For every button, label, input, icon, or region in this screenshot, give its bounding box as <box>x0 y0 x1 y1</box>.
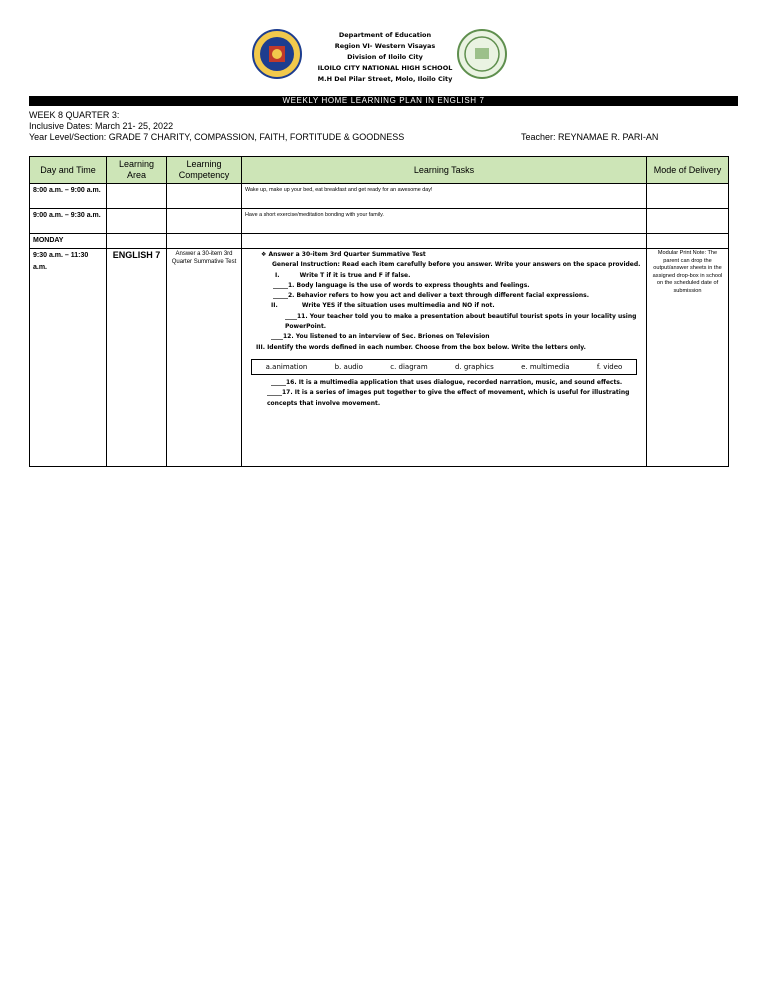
dates-label: Inclusive Dates: March 21- 25, 2022 <box>29 121 174 131</box>
teacher-label: Teacher: REYNAMAE R. PARI-AN <box>521 132 659 142</box>
part-number: II. <box>271 302 278 310</box>
test-item: _____16. It is a multimedia application that uses dialogue, recorded narration, music, and sound effects. <box>271 378 623 386</box>
test-item: _____1. Body language is the use of words to express thoughts and feelings. <box>273 281 530 289</box>
header-line: ILOILO CITY NATIONAL HIGH SCHOOL <box>317 64 453 72</box>
header-line: Department of Education <box>338 31 432 39</box>
part-number: I. <box>275 271 280 279</box>
header-line: Region VI- Western Visayas <box>334 42 436 50</box>
time-cell: 8:00 a.m. – 9:00 a.m. <box>30 184 107 209</box>
header-learning-area: Learning Area <box>107 157 167 184</box>
time-cell: 9:30 a.m. – 11:30 a.m. <box>30 249 107 467</box>
level-label: Year Level/Section: GRADE 7 CHARITY, COMPASSION, FAITH, FORTITUDE & GOODNESS <box>29 132 405 142</box>
choice: d. graphics <box>454 362 494 371</box>
choice: b. audio <box>334 362 363 371</box>
task-title: Answer a 30-item 3rd Quarter Summative Test <box>268 251 426 258</box>
time-cell: 9:00 a.m. – 9:30 a.m. <box>30 209 107 234</box>
learning-plan-table <box>29 156 729 467</box>
bullet-icon: ❖ <box>261 251 267 258</box>
task-cell: Have a short exercise/meditation bonding with your family. <box>242 209 647 234</box>
table-row <box>30 234 729 249</box>
mode-delivery-cell: Modular Print Note: The parent can drop the output/answer sheets in the assigned drop-box in school on the scheduled date of submission <box>647 249 729 467</box>
header-learning-tasks: Learning Tasks <box>242 157 647 184</box>
test-item: _____2. Behavior refers to how you act and deliver a text through different facial expressions. <box>273 292 590 300</box>
test-item: ____12. You listened to an interview of Sec. Briones on Television <box>271 333 490 341</box>
table-row <box>30 209 729 234</box>
task-cell: Wake up, make up your bed, eat breakfast and get ready for an awesome day! <box>242 184 647 209</box>
header-line: M.H Del Pilar Street, Molo, Iloilo City <box>317 75 453 83</box>
general-instruction: General Instruction: Read each item carefully before you answer. Write your answers on the space provided. <box>272 261 641 269</box>
choices-box <box>251 359 637 375</box>
choice: e. multimedia <box>521 362 570 371</box>
part-instruction: Write YES if the situation uses multimedia and NO if not. <box>301 302 495 310</box>
table-header-row <box>30 157 729 184</box>
part-instruction: Write T if it is true and F if false. <box>299 271 411 279</box>
choice: f. video <box>596 362 623 371</box>
school-seal-icon <box>457 28 507 80</box>
table-row <box>30 249 729 467</box>
week-label: WEEK 8 QUARTER 3: <box>29 110 120 120</box>
document-header <box>0 28 768 88</box>
choice: a.animation <box>265 362 308 371</box>
part-instruction: III. Identify the words defined in each number. Choose from the box below. Write the letters only. <box>256 343 586 351</box>
header-day-time: Day and Time <box>30 157 107 184</box>
test-item: ____11. Your teacher told you to make a presentation about beautiful tourist spots in your locality using PowerPoint. <box>285 312 637 331</box>
competency-cell: Answer a 30-item 3rd Quarter Summative Test <box>167 249 242 467</box>
day-cell: MONDAY <box>30 234 107 249</box>
choice: c. diagram <box>390 362 428 371</box>
table-row <box>30 184 729 209</box>
tasks-cell <box>242 249 647 467</box>
header-learning-competency: Learning Competency <box>167 157 242 184</box>
test-item: _____17. It is a series of images put together to give the effect of movement, which is useful for illustrating concepts that involve movement. <box>267 389 630 407</box>
header-mode-delivery: Mode of Delivery <box>647 157 729 184</box>
header-line: Division of Iloilo City <box>347 53 423 61</box>
learning-area-cell: ENGLISH 7 <box>107 249 167 467</box>
banner-title: WEEKLY HOME LEARNING PLAN IN ENGLISH 7 <box>29 96 738 106</box>
